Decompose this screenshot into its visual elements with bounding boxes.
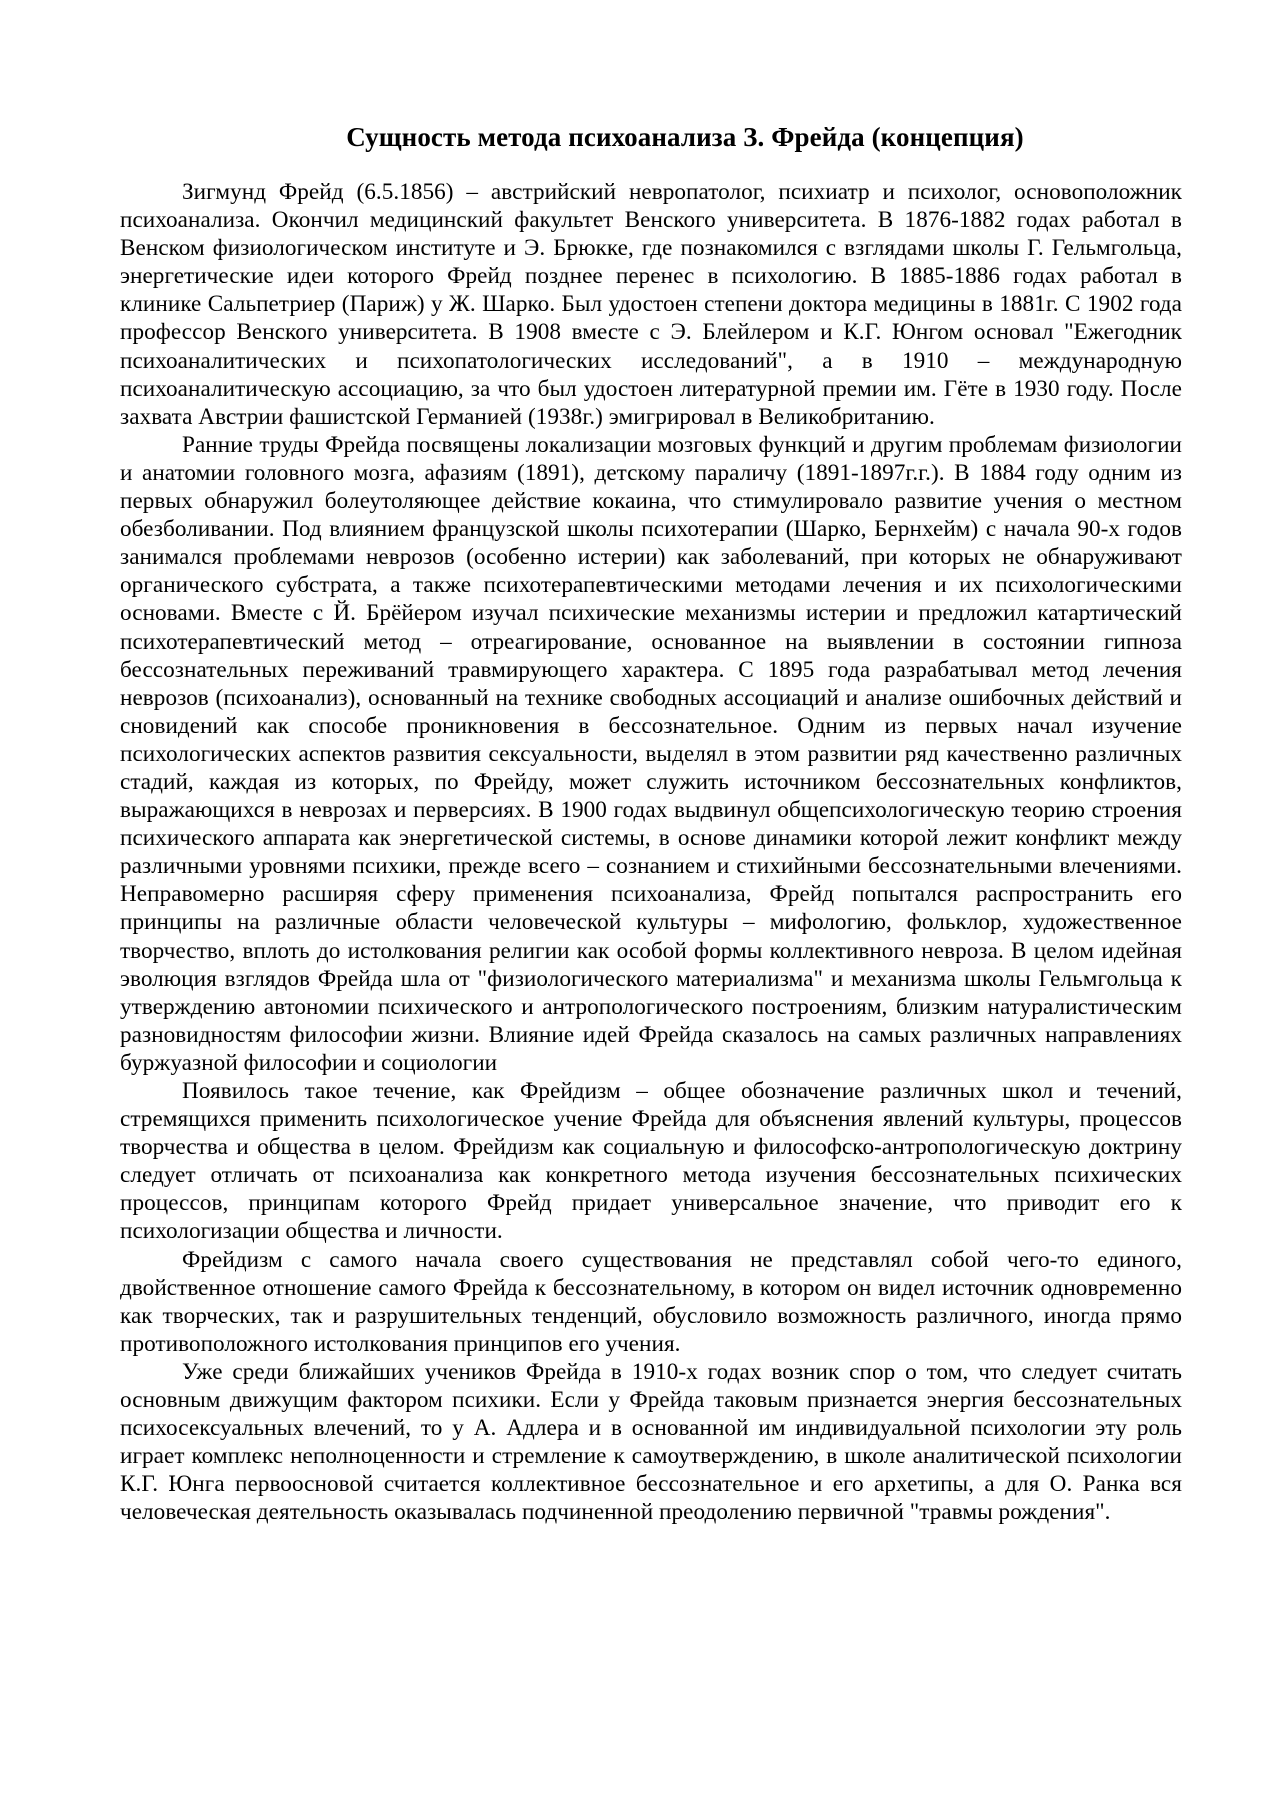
paragraph-biography: Зигмунд Фрейд (6.5.1856) – австрийский невропатолог, психиатр и психолог, основоположник психоанализа. Окончил медицинский факультет Венского университета. В 1876-1882 годах работал в Венском физиологическом институте и Э. Брюкке, где познакомился с взглядами школы Г. Гельмгольца, энергетические идеи которого Фрейд позднее перенес в психологию. В 1885-1886 годах работал в клинике Сальпетриер (Париж) у Ж. Шарко. Был удостоен степени доктора медицины в 1881г. С 1902 года профессор Венского университета. В 1908 вместе с Э. Блейлером и К.Г. Юнгом основал "Ежегодник психоаналитических и психопатологических исследований", а в 1910 – международную психоаналитическую ассоциацию, за что был удостоен литературной премии им. Гёте в 1930 году. После захвата Австрии фашистской Германией (1938г.) эмигрировал в Великобританию. [120,179,1182,430]
document-body [120,178,1182,1527]
paragraph-early-works: Ранние труды Фрейда посвящены локализации мозговых функций и другим проблемам физиологии и анатомии головного мозга, афазиям (1891), детскому параличу (1891-1897г.г.). В 1884 году одним из первых обнаружил болеутоляющее действие кокаина, что стимулировало развитие учения о местном обезболивании. Под влиянием французской школы психотерапии (Шарко, Бернхейм) с начала 90-х годов занимался проблемами неврозов (особенно истерии) как заболеваний, при которых не обнаруживают органического субстрата, а также психотерапевтическими методами лечения и их психологическими основами. Вместе с Й. Брёйером изучал психические механизмы истерии и предложил катартический психотерапевтический метод – отреагирование, основанное на выявлении в состоянии гипноза бессознательных переживаний травмирующего характера. С 1895 года разрабатывал метод лечения неврозов (психоанализ), основанный на технике свободных ассоциаций и анализе ошибочных действий и сновидений как способе проникновения в бессознательное. Одним из первых начал изучение психологических аспектов развития сексуальности, выделял в этом развитии ряд качественно различных стадий, каждая из которых, по Фрейду, может служить источником бессознательных конфликтов, выражающихся в неврозах и перверсиях. В 1900 годах выдвинул общепсихологическую теорию строения психического аппарата как энергетической системы, в основе динамики которой лежит конфликт между различными уровнями психики, прежде всего – сознанием и стихийными бессознательными влечениями. Неправомерно расширяя сферу применения психоанализа, Фрейд попытался распространить его принципы на различные области человеческой культуры – мифологию, фольклор, художественное творчество, вплоть до истолкования религии как особой формы коллективного невроза. В целом идейная эволюция взглядов Фрейда шла от "физиологического материализма" и механизма школы Гельмгольца к утверждению автономии психического и антропологического построениям, близким натуралистическим разновидностям философии жизни. Влияние идей Фрейда сказалось на самых различных направлениях буржуазной философии и социологии [120,431,1182,1076]
paragraph-freudianism: Появилось такое течение, как Фрейдизм – общее обозначение различных школ и течений, стремящихся применить психологическое учение Фрейда для объяснения явлений культуры, процессов творчества и общества в целом. Фрейдизм как социальную и философско-антропологическую доктрину следует отличать от психоанализа как конкретного метода изучения бессознательных психических процессов, принципам которого Фрейд придает универсальное значение, что приводит его к психологизации общества и личности. [120,1078,1182,1245]
paragraph-duality: Фрейдизм с самого начала своего существования не представлял собой чего-то единого, двойственное отношение самого Фрейда к бессознательному, в котором он видел источник одновременно как творческих, так и разрушительных тенденций, обусловило возможность различного, иногда прямо противоположного истолкования принципов его учения. [120,1246,1182,1357]
paragraph-students: Уже среди ближайших учеников Фрейда в 1910-х годах возник спор о том, что следует считать основным движущим фактором психики. Если у Фрейда таковым признается энергия бессознательных психосексуальных влечений, то у А. Адлера и в основанной им индивидуальной психологии эту роль играет комплекс неполноценности и стремление к самоутверждению, в школе аналитической психологии К.Г. Юнга первоосновой считается коллективное бессознательное и его архетипы, а для О. Ранка вся человеческая деятельность оказывалась подчиненной преодолению первичной "травмы рождения". [120,1358,1182,1526]
document-title: Сущность метода психоанализа З. Фрейда (концепция) [346,122,1024,152]
